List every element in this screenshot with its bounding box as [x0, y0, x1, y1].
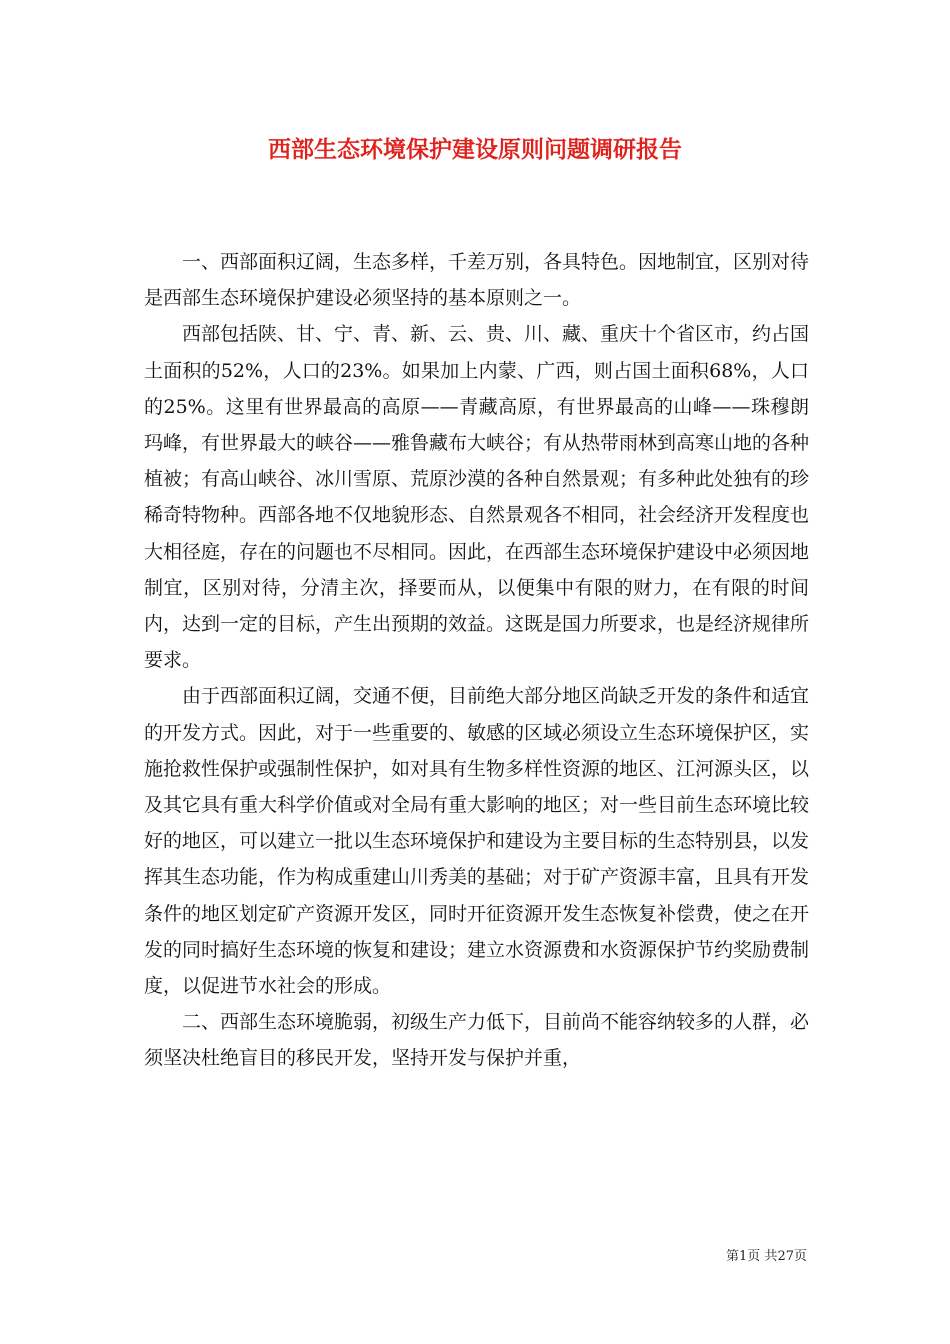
paragraph-1: 一、西部面积辽阔，生态多样，千差万别，各具特色。因地制宜，区别对待是西部生态环境保护建设必须坚持的基本原则之一。: [144, 251, 810, 310]
paragraph-2: 西部包括陕、甘、宁、青、新、云、贵、川、藏、重庆十个省区市，约占国土面积的52%，人口的23%。如果加上内蒙、广西，则占国土面积68%，人口的25%。这里有世界最高的高原——青藏高原，有世界最高的山峰——珠穆朗玛峰，有世界最大的峡谷——雅鲁藏布大峡谷；有从热带雨林到高寒山地的各种植被；有高山峡谷、冰川雪原、荒原沙漠的各种自然景观；有多种此处独有的珍稀奇特物种。西部各地不仅地貌形态、自然景观各不相同，社会经济开发程度也大相径庭，存在的问题也不尽相同。因此，在西部生态环境保护建设中必须因地制宜，区别对待，分清主次，择要而从，以便集中有限的财力，在有限的时间内，达到一定的目标，产生出预期的效益。这既是国力所要求，也是经济规律所要求。: [144, 323, 810, 672]
footer-middle: 页 共: [747, 1249, 778, 1264]
page-footer: [726, 1248, 807, 1266]
document-title: 西部生态环境保护建设原则问题调研报告: [268, 136, 682, 163]
footer-page-number: 1: [739, 1249, 748, 1264]
document-body: [144, 244, 809, 1077]
paragraph-3: 由于西部面积辽阔，交通不便，目前绝大部分地区尚缺乏开发的条件和适宜的开发方式。因此，对于一些重要的、敏感的区域必须设立生态环境保护区，实施抢救性保护或强制性保护，如对具有生物多样性资源的地区、江河源头区，以及其它具有重大科学价值或对全局有重大影响的地区；对一些目前生态环境比较好的地区，可以建立一批以生态环境保护和建设为主要目标的生态特别县，以发挥其生态功能，作为构成重建山川秀美的基础；对于矿产资源丰富，且具有开发条件的地区划定矿产资源开发区，同时开征资源开发生态恢复补偿费，使之在开发的同时搞好生态环境的恢复和建设；建立水资源费和水资源保护节约奖励费制度，以促进节水社会的形成。: [144, 685, 810, 998]
paragraph-4: 二、西部生态环境脆弱，初级生产力低下，目前尚不能容纳较多的人群，必须坚决杜绝盲目的移民开发，坚持开发与保护并重，: [144, 1011, 810, 1070]
footer-prefix: 第: [726, 1249, 740, 1264]
footer-suffix: 页: [793, 1249, 807, 1264]
footer-total-pages: 27: [777, 1249, 794, 1264]
